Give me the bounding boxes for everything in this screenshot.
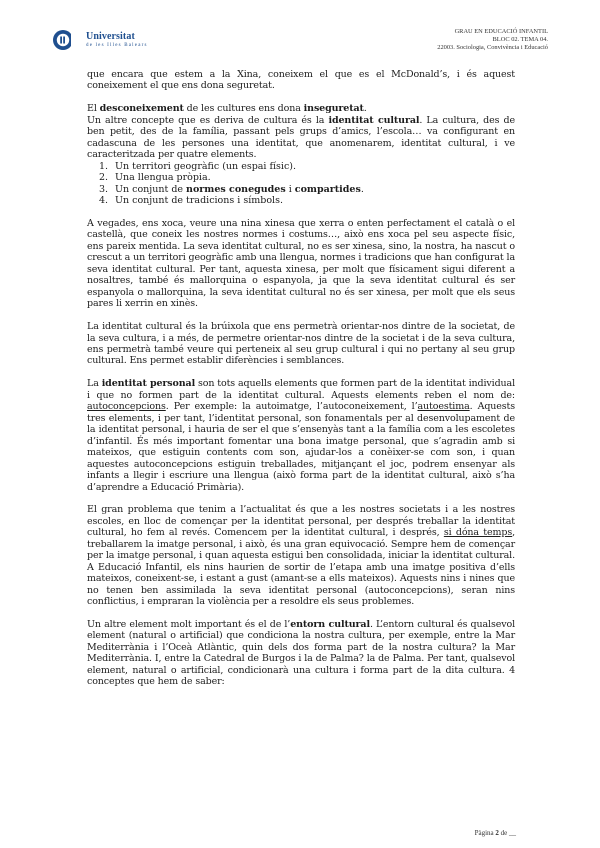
bold-term: inseguretat (303, 103, 364, 115)
bold-term: identitat personal (101, 378, 196, 390)
bold-term: desconeixement (99, 103, 184, 115)
paragraph: La identitat cultural és la brúixola que ens permetrà orientar-nos dintre de la societat, de la seva cultura, i a més, de permetre orientar-nos dintre de la societat i de la seva cultura, ens permetrà també veure qui perteneix al seu grup cultural i qui no pertany al seu grup cultural. Ens permet establir diferències i semblances. (87, 321, 515, 367)
underlined-term: autoestima (417, 401, 470, 413)
identity-elements-list (87, 161, 515, 207)
list-item: 4. Un conjunt de tradicions i símbols. (99, 195, 283, 207)
list-item: 2. Una llengua pròpia. (99, 172, 211, 184)
paragraph: Un altre concepte que es deriva de cultura és la identitat cultural. La cultura, des de ben petit, des de la família, passant pels grups d’amics, l’escola… va configurant en cadascuna de les persones una identitat, que anomenarem, identitat cultural, i ve caracteritzada per quatre elements. (87, 114, 515, 161)
university-logo (52, 28, 148, 52)
list-item: 3. Un conjunt de normes conegudes i compartides. (99, 183, 364, 195)
paragraph: A vegades, ens xoca, veure una nina xinesa que xerra o enten perfectament el català o el castellà, que coneix les nostres normes i costums…, això ens xoca pel seu aspecte físic, ens pareix mentida. La seva identitat cultural, no es ser xinesa, sino, la nostra, ha nascut o crescut a un territori geogràfic amb una llengua, normes i tradicions que han configurat la seva identitat cultural. Per tant, aquesta xinesa, per molt que físicament sigui diferent a nosaltres, també és mallorquina o espanyola, ja que la seva identitat cultural és ser espanyola o mallorquina, la seva identitat cultural no és ser xinesa, per molt que els seus pares li xerrin en xinès. (87, 217, 515, 310)
paragraph: El desconeixement de les cultures ens dona inseguretat. (87, 103, 367, 115)
document-body (87, 69, 515, 688)
underlined-term: autoconcepcions (87, 401, 166, 413)
underlined-term: si dóna temps (443, 527, 513, 539)
logo-name: Universitat (86, 31, 135, 42)
bold-term: identitat cultural (328, 114, 420, 126)
list-item: 1. Un territori geogràfic (un espai físic). (99, 160, 297, 172)
bold-term: entorn cultural (290, 619, 370, 631)
subject-name: 22003. Sociologia, Convivència i Educació (437, 44, 548, 51)
course-info (437, 28, 548, 52)
paragraph: que encara que estem a la Xina, coneixem el que es el McDonald’s, i és aquest coneixement el que ens dona seguretat. (87, 69, 515, 92)
page-number: Pàgina 2 de __ (474, 829, 516, 837)
page-header (52, 28, 548, 68)
paragraph: Un altre element molt important és el de l’entorn cultural. L’entorn cultural és qualsevol element (natural o artificial) que condiciona la nostra cultura, per exemple, entre la Mar Mediterrània i l’Oceà Atlàntic, quin dels dos forma part de la nostra cultura? la Mar Mediterrània. I, entre la Catedral de Burgos i la de Palma? la de Palma. Per tant, qualsevol element, natural o artificial, condicionarà una cultura i forma part de la dita cultura. 4 conceptes que hem de saber: (87, 619, 515, 688)
block-topic: BLOC 02. TEMA 04. (492, 36, 548, 43)
paragraph: La identitat personal son tots aquells elements que formen part de la identitat individual i que no formen part de la identitat cultural. Aquests elements reben el nom de: autoconcepcions. Per exemple: la autoimatge, l’autoconeixement, l’autoestima. Aquests tres elements, i per tant, l’identitat personal, son fonamentals per al desenvolupament de la identitat personal, i hauria de ser el que s’ensenyàs tant a la família com a les escoletes d’infantil. És més important fomentar una bona imatge personal, que s’agradin amb si mateixos, que estiguin contents com son, ajudar-los a conèixer-se com son, i quan aquestes autoconcepcions estiguin treballades, mitjançant el joc, podrem ensenyar als infants a llegir i escriure una llengua (això forma part de la identitat cultural, això s’ha d’aprendre a Educació Primària). (87, 378, 516, 493)
uib-emblem-icon (52, 28, 82, 52)
logo-subtitle: de les Illes Balears (86, 43, 148, 48)
paragraph: El gran problema que tenim a l’actualitat és que a les nostres societats i a les nostres escoles, en lloc de començar per la identitat personal, per després treballar la identitat cultural, ho fem al revés. Comencem per la identitat cultural, i després, si dóna temps, treballarem la imatge personal, i això, és una gran equivocació. Sempre hem de començar per la imatge personal, i quan aquesta estigui ben consolidada, iniciar la identitat cultural. A Educació Infantil, els nins haurien de sortir de l’etapa amb una imatge positiva d’ells mateixos, coneixent-se, i estant a gust (amant-se a ells mateixos). Aquests nins i nines que no tenen ben assimilada la seva identitat personal (autoconcepcions), seran nins conflictius, i empraran la violència per a resoldre els seus problemes. (87, 504, 515, 608)
degree-title: GRAU EN EDUCACIÓ INFANTIL (454, 28, 548, 35)
